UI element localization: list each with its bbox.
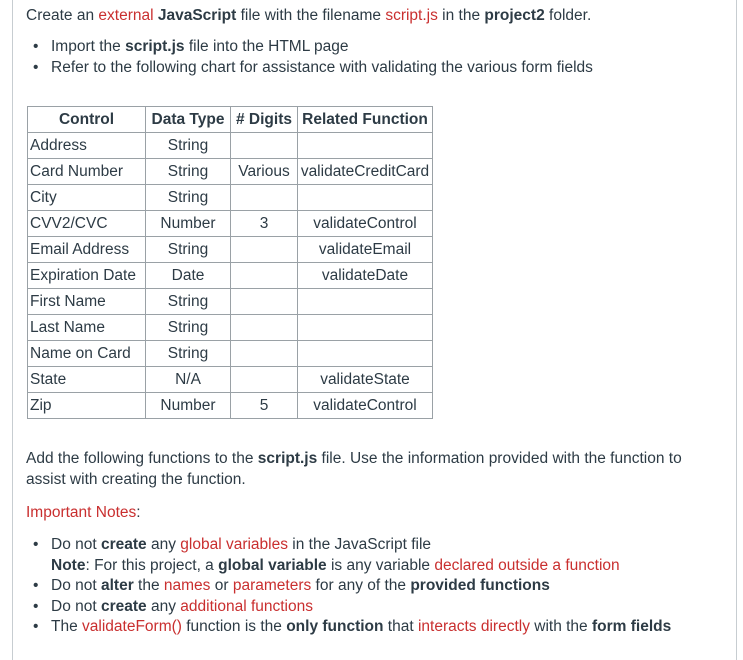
intro-text: Create an	[26, 7, 99, 24]
cell-type: String	[146, 159, 231, 185]
no-alter-names: names	[163, 577, 211, 594]
cell-type: Number	[146, 211, 231, 237]
cell-function	[298, 315, 433, 341]
no-alter-provided: provided functions	[410, 577, 550, 594]
import-text-2: file into the HTML page	[184, 38, 349, 55]
globals-note-line	[51, 556, 671, 577]
cell-type: Date	[146, 263, 231, 289]
cell-function	[298, 185, 433, 211]
important-notes-label: Important Notes	[26, 504, 137, 521]
validation-chart-table	[27, 106, 433, 419]
header-data-type: Data Type	[146, 107, 231, 133]
no-alter-verb: alter	[100, 577, 134, 594]
globals-note-definition: declared outside a function	[434, 556, 620, 574]
cell-type: String	[146, 289, 231, 315]
cell-digits: 3	[231, 211, 298, 237]
list-item-validate-form	[26, 617, 671, 638]
validate-form-text-3: that	[383, 618, 418, 635]
validate-form-text: The	[51, 618, 83, 635]
cell-function	[298, 133, 433, 159]
cell-digits	[231, 341, 298, 367]
header-related-function: Related Function	[298, 107, 433, 133]
no-alter-text-3: or	[210, 577, 233, 594]
cell-type: String	[146, 133, 231, 159]
chart-ref-text: Refer to the following chart for assistance with validating the various form fields	[51, 58, 593, 76]
intro-text-2: file with the filename	[236, 7, 386, 24]
import-filename: script.js	[125, 38, 185, 55]
cell-digits	[231, 133, 298, 159]
cell-type: String	[146, 341, 231, 367]
cell-digits	[231, 367, 298, 393]
cell-control: Card Number	[28, 159, 146, 185]
globals-note-text: : For this project, a	[85, 556, 219, 574]
list-item-no-globals	[26, 535, 671, 576]
important-notes-list	[26, 535, 671, 638]
functions-paragraph	[26, 448, 716, 490]
no-globals-term: global variables	[180, 536, 288, 553]
cell-control: Address	[28, 133, 146, 159]
cell-digits	[231, 315, 298, 341]
table-row	[28, 393, 433, 419]
no-additional-text: Do not	[51, 597, 101, 615]
cell-control: Expiration Date	[28, 263, 146, 289]
cell-control: City	[28, 185, 146, 211]
intro-filename: script.js	[385, 7, 438, 24]
no-alter-text-2: the	[133, 577, 164, 594]
cell-digits: 5	[231, 393, 298, 419]
functions-filename: script.js	[257, 450, 318, 467]
cell-control: First Name	[28, 289, 146, 315]
cell-control: Zip	[28, 393, 146, 419]
important-notes-colon: :	[136, 504, 141, 521]
cell-function	[298, 341, 433, 367]
no-globals-text-3: in the JavaScript file	[288, 536, 432, 553]
table-row	[28, 211, 433, 237]
validate-form-interacts: interacts directly	[417, 618, 530, 635]
table-row	[28, 289, 433, 315]
no-globals-create: create	[100, 536, 147, 553]
no-alter-parameters: parameters	[232, 577, 312, 594]
intro-paragraph	[26, 5, 591, 26]
cell-function: validateEmail	[298, 237, 433, 263]
intro-javascript: JavaScript	[157, 7, 237, 24]
cell-type: N/A	[146, 367, 231, 393]
validate-form-text-2: function is the	[181, 618, 287, 635]
globals-note-label: Note	[51, 556, 86, 574]
cell-digits	[231, 185, 298, 211]
table-row	[28, 341, 433, 367]
table-row	[28, 315, 433, 341]
no-alter-text-4: for any of the	[311, 577, 411, 594]
list-item-import	[26, 37, 593, 58]
list-item-chart-ref	[26, 58, 593, 79]
table-row	[28, 367, 433, 393]
cell-type: String	[146, 315, 231, 341]
table-row	[28, 185, 433, 211]
functions-text-2: file. Use the information provided with the function to assist with creating the function.	[26, 450, 682, 488]
cell-function: validateControl	[298, 211, 433, 237]
cell-function	[298, 289, 433, 315]
header-digits: # Digits	[231, 107, 298, 133]
validate-form-function: validateForm()	[82, 618, 182, 635]
list-item-no-additional	[26, 597, 671, 618]
validate-form-fields: form fields	[591, 618, 672, 635]
no-additional-create: create	[100, 597, 147, 615]
no-globals-text-2: any	[146, 536, 181, 553]
no-additional-text-2: any	[146, 597, 181, 615]
no-alter-text: Do not	[51, 577, 101, 594]
cell-control: Email Address	[28, 237, 146, 263]
cell-type: String	[146, 185, 231, 211]
cell-digits: Various	[231, 159, 298, 185]
header-control: Control	[28, 107, 146, 133]
cell-digits	[231, 289, 298, 315]
intro-folder: project2	[484, 7, 545, 24]
important-notes-heading	[26, 502, 141, 523]
globals-note-term: global variable	[218, 556, 327, 574]
functions-text: Add the following functions to the	[26, 450, 258, 467]
cell-function: validateCreditCard	[298, 159, 433, 185]
cell-control: Name on Card	[28, 341, 146, 367]
instructions-list	[26, 37, 593, 78]
intro-text-4: folder.	[544, 7, 592, 24]
cell-control: State	[28, 367, 146, 393]
table-header-row	[28, 107, 433, 133]
cell-type: String	[146, 237, 231, 263]
cell-function: validateDate	[298, 263, 433, 289]
globals-note-text-2: is any variable	[326, 556, 435, 574]
intro-text-3: in the	[437, 7, 485, 24]
import-text: Import the	[51, 38, 126, 55]
cell-digits	[231, 263, 298, 289]
cell-digits	[231, 237, 298, 263]
validate-form-only: only function	[286, 618, 384, 635]
cell-control: Last Name	[28, 315, 146, 341]
list-item-no-alter	[26, 576, 671, 597]
cell-function: validateState	[298, 367, 433, 393]
no-additional-term: additional functions	[180, 597, 313, 615]
table-row	[28, 263, 433, 289]
intro-external: external	[98, 7, 154, 24]
table-row	[28, 237, 433, 263]
table-row	[28, 133, 433, 159]
cell-control: CVV2/CVC	[28, 211, 146, 237]
validate-form-text-4: with the	[529, 618, 592, 635]
cell-type: Number	[146, 393, 231, 419]
cell-function: validateControl	[298, 393, 433, 419]
table-row	[28, 159, 433, 185]
no-globals-text: Do not	[51, 536, 101, 553]
no-globals-line	[51, 535, 671, 556]
